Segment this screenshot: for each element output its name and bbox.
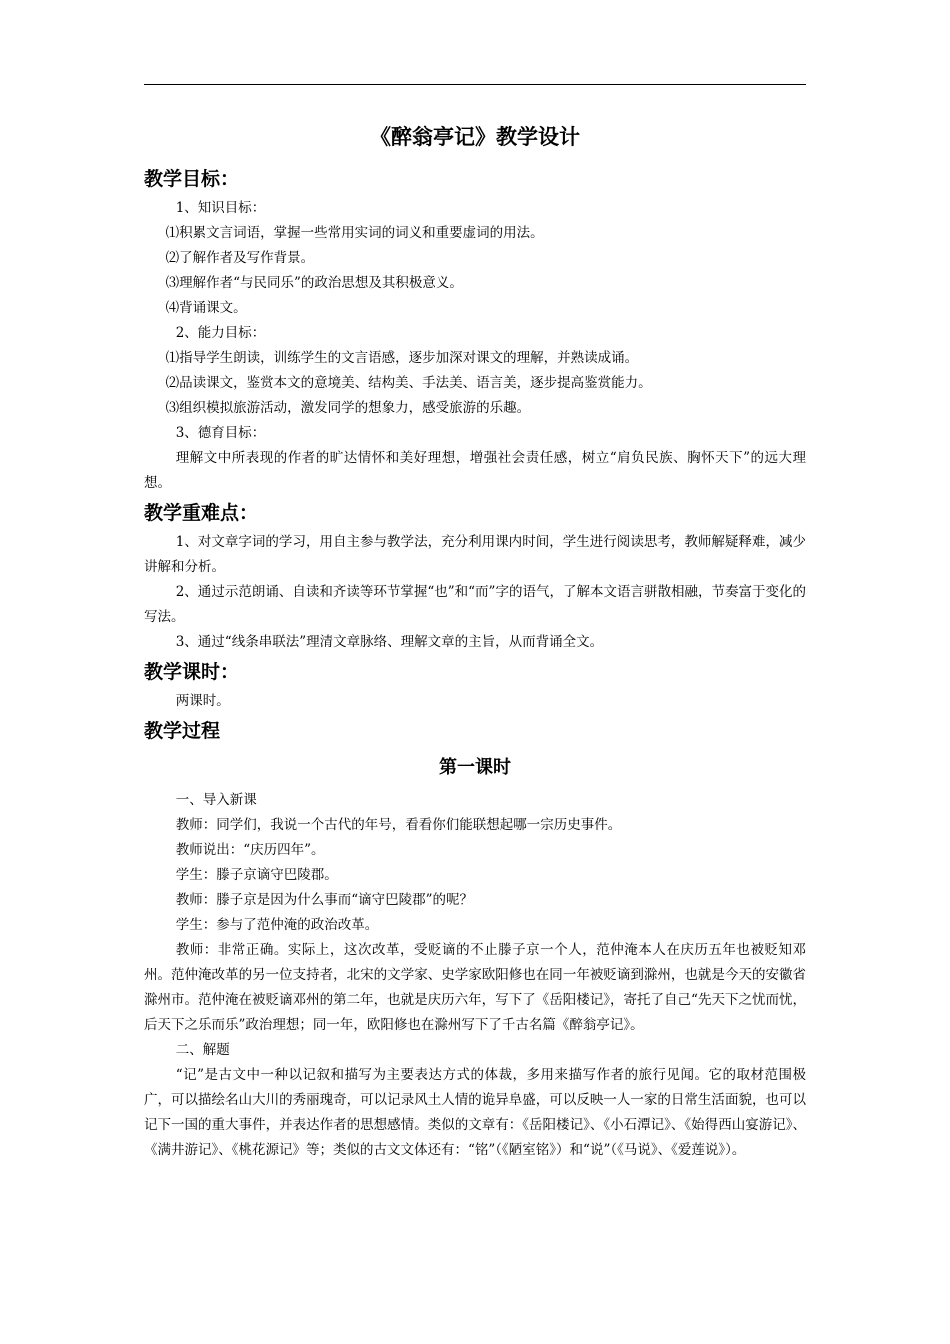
part-two-heading: 二、解题	[175, 1042, 230, 1058]
dialogue-line: 教师说出：“庆历四年”。	[175, 842, 325, 858]
part-two-paragraph: “记”是古文中一种以记叙和描写为主要表达方式的体裁，多用来描写作者的旅行见闻。它的取材范围极广，可以描绘名山大川的秀丽瑰奇，可以记录风土人情的诡异阜盛，可以反映一人一家的日常生活面貌，也可以记下一国的重大事件，并表达作者的思想感情。类似的文章有：《岳阳楼记》、《小石潭记》、《始得西山宴游记》、《满井游记》、《桃花源记》等；类似的古文文体还有：“铭”（《陋室铭》）和“说”（《马说》、《爱莲说》）。	[144, 1067, 806, 1158]
dialogue-line: 学生：参与了范仲淹的政治改革。	[175, 917, 379, 933]
knowledge-goal-item: ⑵了解作者及写作背景。	[165, 250, 315, 266]
header-rule	[144, 84, 806, 85]
section-heading-process: 教学过程	[144, 720, 221, 742]
ability-goal-item: ⑴指导学生朗读，训练学生的文言语感，逐步加深对课文的理解，并熟读成诵。	[165, 350, 639, 366]
dialogue-line: 教师：滕子京是因为什么事而“谪守巴陵郡”的呢？	[175, 892, 474, 908]
knowledge-goals-heading: 1、知识目标：	[175, 200, 266, 216]
section-heading-goals: 教学目标：	[144, 168, 240, 190]
key-point-item: 3、通过“线条串联法”理清文章脉络、理解文章的主旨，从而背诵全文。	[175, 634, 604, 650]
knowledge-goal-item: ⑴积累文言词语，掌握一些常用实词的词义和重要虚词的用法。	[165, 225, 544, 241]
knowledge-goal-item: ⑶理解作者“与民同乐”的政治思想及其积极意义。	[165, 275, 463, 291]
section-heading-hours: 教学课时：	[144, 661, 240, 683]
lesson-one-title: 第一课时	[439, 757, 511, 778]
dialogue-paragraph: 教师：非常正确。实际上，这次改革，受贬谪的不止滕子京一个人，范仲淹本人在庆历五年也被贬知邓州。范仲淹改革的另一位支持者，北宋的文学家、史学家欧阳修也在同一年被贬谪到滁州，也就是今天的安徽省滁州市。范仲淹在被贬谪邓州的第二年，也就是庆历六年，写下了《岳阳楼记》，寄托了自己“先天下之忧而忧，后天下之乐而乐”政治理想；同一年，欧阳修也在滁州写下了千古名篇《醉翁亭记》。	[144, 942, 806, 1033]
ability-goal-item: ⑵品读课文，鉴赏本文的意境美、结构美、手法美、语言美，逐步提高鉴赏能力。	[165, 375, 652, 391]
moral-goal-text: 理解文中所表现的作者的旷达情怀和美好理想，增强社会责任感，树立“肩负民族、胸怀天下”的远大理想。	[144, 450, 806, 491]
document-body	[144, 112, 806, 1163]
ability-goals-heading: 2、能力目标：	[175, 325, 266, 341]
moral-goals-heading: 3、德育目标：	[175, 425, 266, 441]
section-heading-key-points: 教学重难点：	[144, 502, 259, 524]
knowledge-goal-item: ⑷背诵课文。	[165, 300, 247, 316]
key-point-item: 1、对文章字词的学习，用自主参与教学法，充分利用课内时间，学生进行阅读思考，教师解疑释难，减少讲解和分析。	[144, 534, 806, 575]
document-title: 《醉翁亭记》教学设计	[370, 125, 580, 149]
part-one-heading: 一、导入新课	[175, 792, 257, 808]
key-point-item: 2、通过示范朗诵、自读和齐读等环节掌握“也”和“而”字的语气，了解本文语言骈散相融，节奏富于变化的写法。	[144, 584, 806, 625]
dialogue-line: 学生：滕子京谪守巴陵郡。	[175, 867, 338, 883]
hours-text: 两课时。	[175, 693, 230, 709]
ability-goal-item: ⑶组织模拟旅游活动，激发同学的想象力，感受旅游的乐趣。	[165, 400, 531, 416]
dialogue-line: 教师：同学们，我说一个古代的年号，看看你们能联想起哪一宗历史事件。	[175, 817, 622, 833]
